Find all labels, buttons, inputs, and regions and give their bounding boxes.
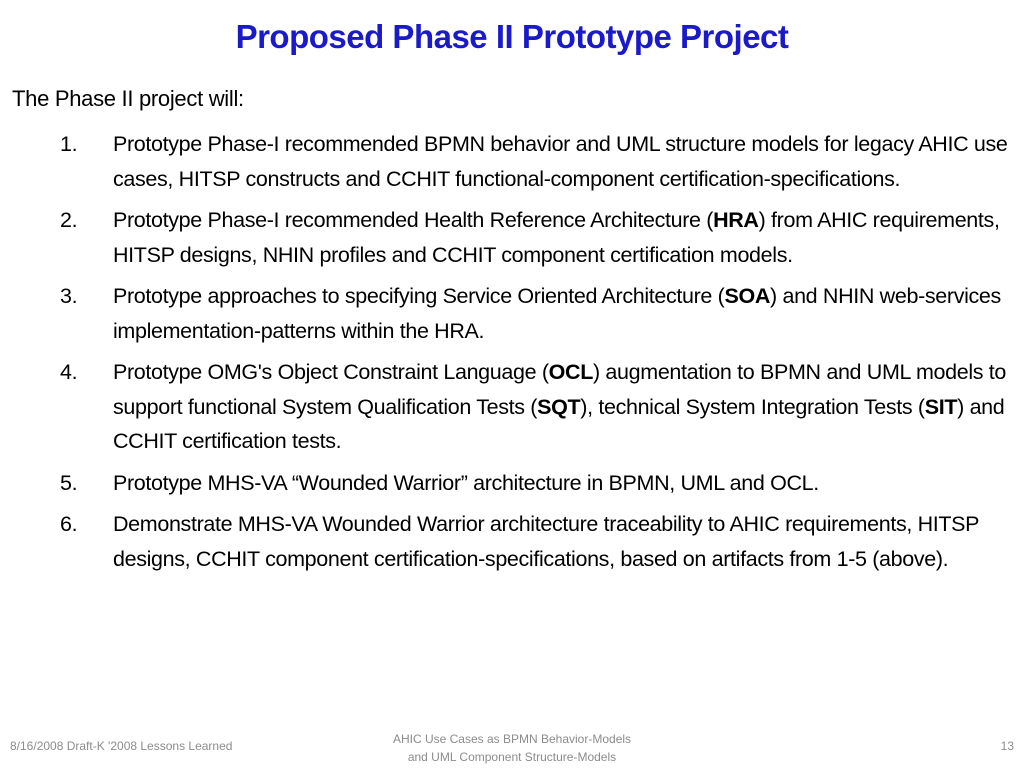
acronym-text: HRA <box>713 208 759 232</box>
list-item-number: 3. <box>60 284 78 308</box>
intro-text: The Phase II project will: <box>12 86 244 111</box>
list-item-text: Prototype Phase-I recommended Health Reference Architecture ( <box>113 208 714 232</box>
list-item <box>0 203 1024 272</box>
acronym-text: SIT <box>924 394 958 419</box>
acronym-text: SQT <box>537 394 581 419</box>
list-item <box>0 355 1024 459</box>
list-item-text: ) from AHIC requirements, HITSP designs, NHIN profiles and CCHIT component certification models. <box>113 208 1000 267</box>
acronym-text: SOA <box>724 284 771 308</box>
list-item-number: 6. <box>60 512 78 536</box>
list-item <box>0 127 1024 196</box>
footer-date: 8/16/2008 Draft-K '2008 Lessons Learned <box>10 739 233 753</box>
list-item-number: 5. <box>60 470 78 495</box>
list-item-text: ) and CCHIT certification tests. <box>113 394 1005 453</box>
list-item <box>0 466 1024 501</box>
list-item-text: ) and NHIN web-services implementation-patterns within the HRA. <box>113 284 1001 343</box>
list-item <box>0 279 1024 348</box>
page-number: 13 <box>1000 739 1014 753</box>
footer-title-line-2: and UML Component Structure-Models <box>407 750 617 764</box>
list-item-text: Prototype OMG's Object Constraint Language ( <box>113 360 549 384</box>
acronym-text: OCL <box>548 360 593 384</box>
footer-title <box>312 730 712 766</box>
list-item-text: ), technical System Integration Tests ( <box>580 394 925 419</box>
list-item-number: 2. <box>60 208 78 232</box>
slide-title: Proposed Phase II Prototype Project <box>235 18 789 55</box>
list-item-text: Prototype Phase-I recommended BPMN behavior and UML structure models for legacy AHIC use cases, HITSP constructs and CCHIT functional-component certification-specifications. <box>113 132 1008 191</box>
numbered-list <box>0 127 1024 583</box>
list-item-text: Prototype approaches to specifying Service Oriented Architecture ( <box>113 284 725 308</box>
list-item-text: ) augmentation to BPMN and UML models to support functional System Qualification Tests ( <box>113 360 1007 419</box>
list-item <box>0 507 1024 576</box>
list-item-text: Prototype MHS-VA “Wounded Warrior” architecture in BPMN, UML and OCL. <box>113 470 819 495</box>
list-item-number: 4. <box>60 360 78 384</box>
list-item-number: 1. <box>60 132 78 156</box>
footer-title-line-1: AHIC Use Cases as BPMN Behavior-Models <box>392 732 632 746</box>
list-item-text: Demonstrate MHS-VA Wounded Warrior architecture traceability to AHIC requirements, HITSP designs, CCHIT component certification-specifications, based on artifacts from 1-5 (above). <box>113 512 979 571</box>
